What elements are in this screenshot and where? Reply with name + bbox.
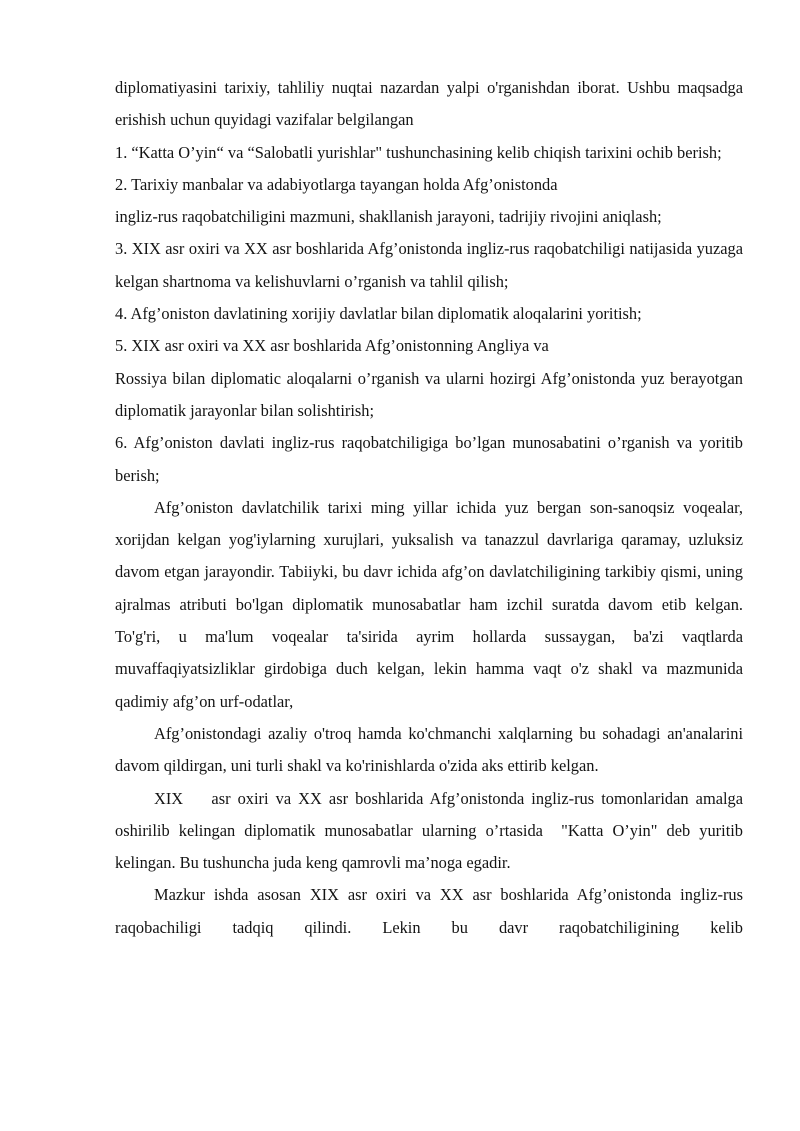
body-paragraph-4: Mazkur ishda asosan XIX asr oxiri va XX asr boshlarida Afg’onistonda ingliz-rus raqobachiligi tadqiq qilindi. Lekin bu davr raqobatchiligining kelib <box>115 885 743 937</box>
body-paragraph-1: Afg’oniston davlatchilik tarixi ming yillar ichida yuz bergan son-sanoqsiz voqealar, xorijdan kelgan yog'iylarning xurujlari, yuksalish va tanazzul davrlariga qaramay, uzluksiz davom etgan jarayondir. Tabiiyki, bu davr ichida afg’on davlatchiligining tarkibiy qismi, uning ajralmas atributi bo'lgan diplomatik munosabatlar ham izchil suratda davom etib kelgan. To'g'ri, u ma'lum voqealar ta'sirida ayrim hollarda sussaygan, ba'zi vaqtlarda muvaffaqiyatsizliklar girdobiga duch kelgan, lekin hamma vaqt o'z shakl va mazmunida qadimiy afg’on urf-odatlar, <box>115 497 743 711</box>
task-item-5: 5. XIX asr oxiri va XX asr boshlarida Afg’onistonning Angliya va <box>115 336 549 356</box>
task-item-4: 4. Afg’oniston davlatining xorijiy davlatlar bilan diplomatik aloqalarini yoritish; <box>115 304 642 324</box>
task-item-3: 3. XIX asr oxiri va XX asr boshlarida Afg’onistonda ingliz-rus raqobatchiligi natijasida yuzaga kelgan shartnoma va kelishuvlarni o’rganish va tahlil qilish; <box>115 239 743 291</box>
task-item-2-continued: ingliz-rus raqobatchiligini mazmuni, shakllanish jarayoni, tadrijiy rivojini aniqlash; <box>115 207 662 227</box>
task-item-2: 2. Tarixiy manbalar va adabiyotlarga tayangan holda Afg’onistonda <box>115 174 558 194</box>
body-paragraph-3: XIX asr oxiri va XX asr boshlarida Afg’onistonda ingliz-rus tomonlaridan amalga oshirilib kelingan diplomatik munosabatlar ularning o’rtasida "Katta O’yin" deb yuritib kelingan. Bu tushuncha juda keng qamrovli ma’noga egadir. <box>115 788 748 873</box>
body-paragraph-2: Afg’onistondagi azaliy o'troq hamda ko'chmanchi xalqlarning bu sohadagi an'analarini davom qildirgan, uni turli shakl va ko'rinishlarda o'zida aks ettirib kelgan. <box>115 723 743 776</box>
document-page <box>115 72 748 944</box>
intro-paragraph: diplomatiyasini tarixiy, tahliliy nuqtai nazardan yalpi o'rganishdan iborat. Ushbu maqsadga erishish uchun quyidagi vazifalar belgilangan <box>115 78 743 130</box>
task-item-1: 1. “Katta O’yin“ va “Salobatli yurishlar" tushunchasining kelib chiqish tarixini ochib berish; <box>115 142 722 162</box>
task-item-6: 6. Afg’oniston davlati ingliz-rus raqobatchiligiga bo’lgan munosabatini o’rganish va yoritib berish; <box>115 433 743 485</box>
task-item-5-continued: Rossiya bilan diplomatic aloqalarni o’rganish va ularni hozirgi Afg’onistonda yuz berayotgan diplomatik jarayonlar bilan solishtirish; <box>115 368 743 420</box>
